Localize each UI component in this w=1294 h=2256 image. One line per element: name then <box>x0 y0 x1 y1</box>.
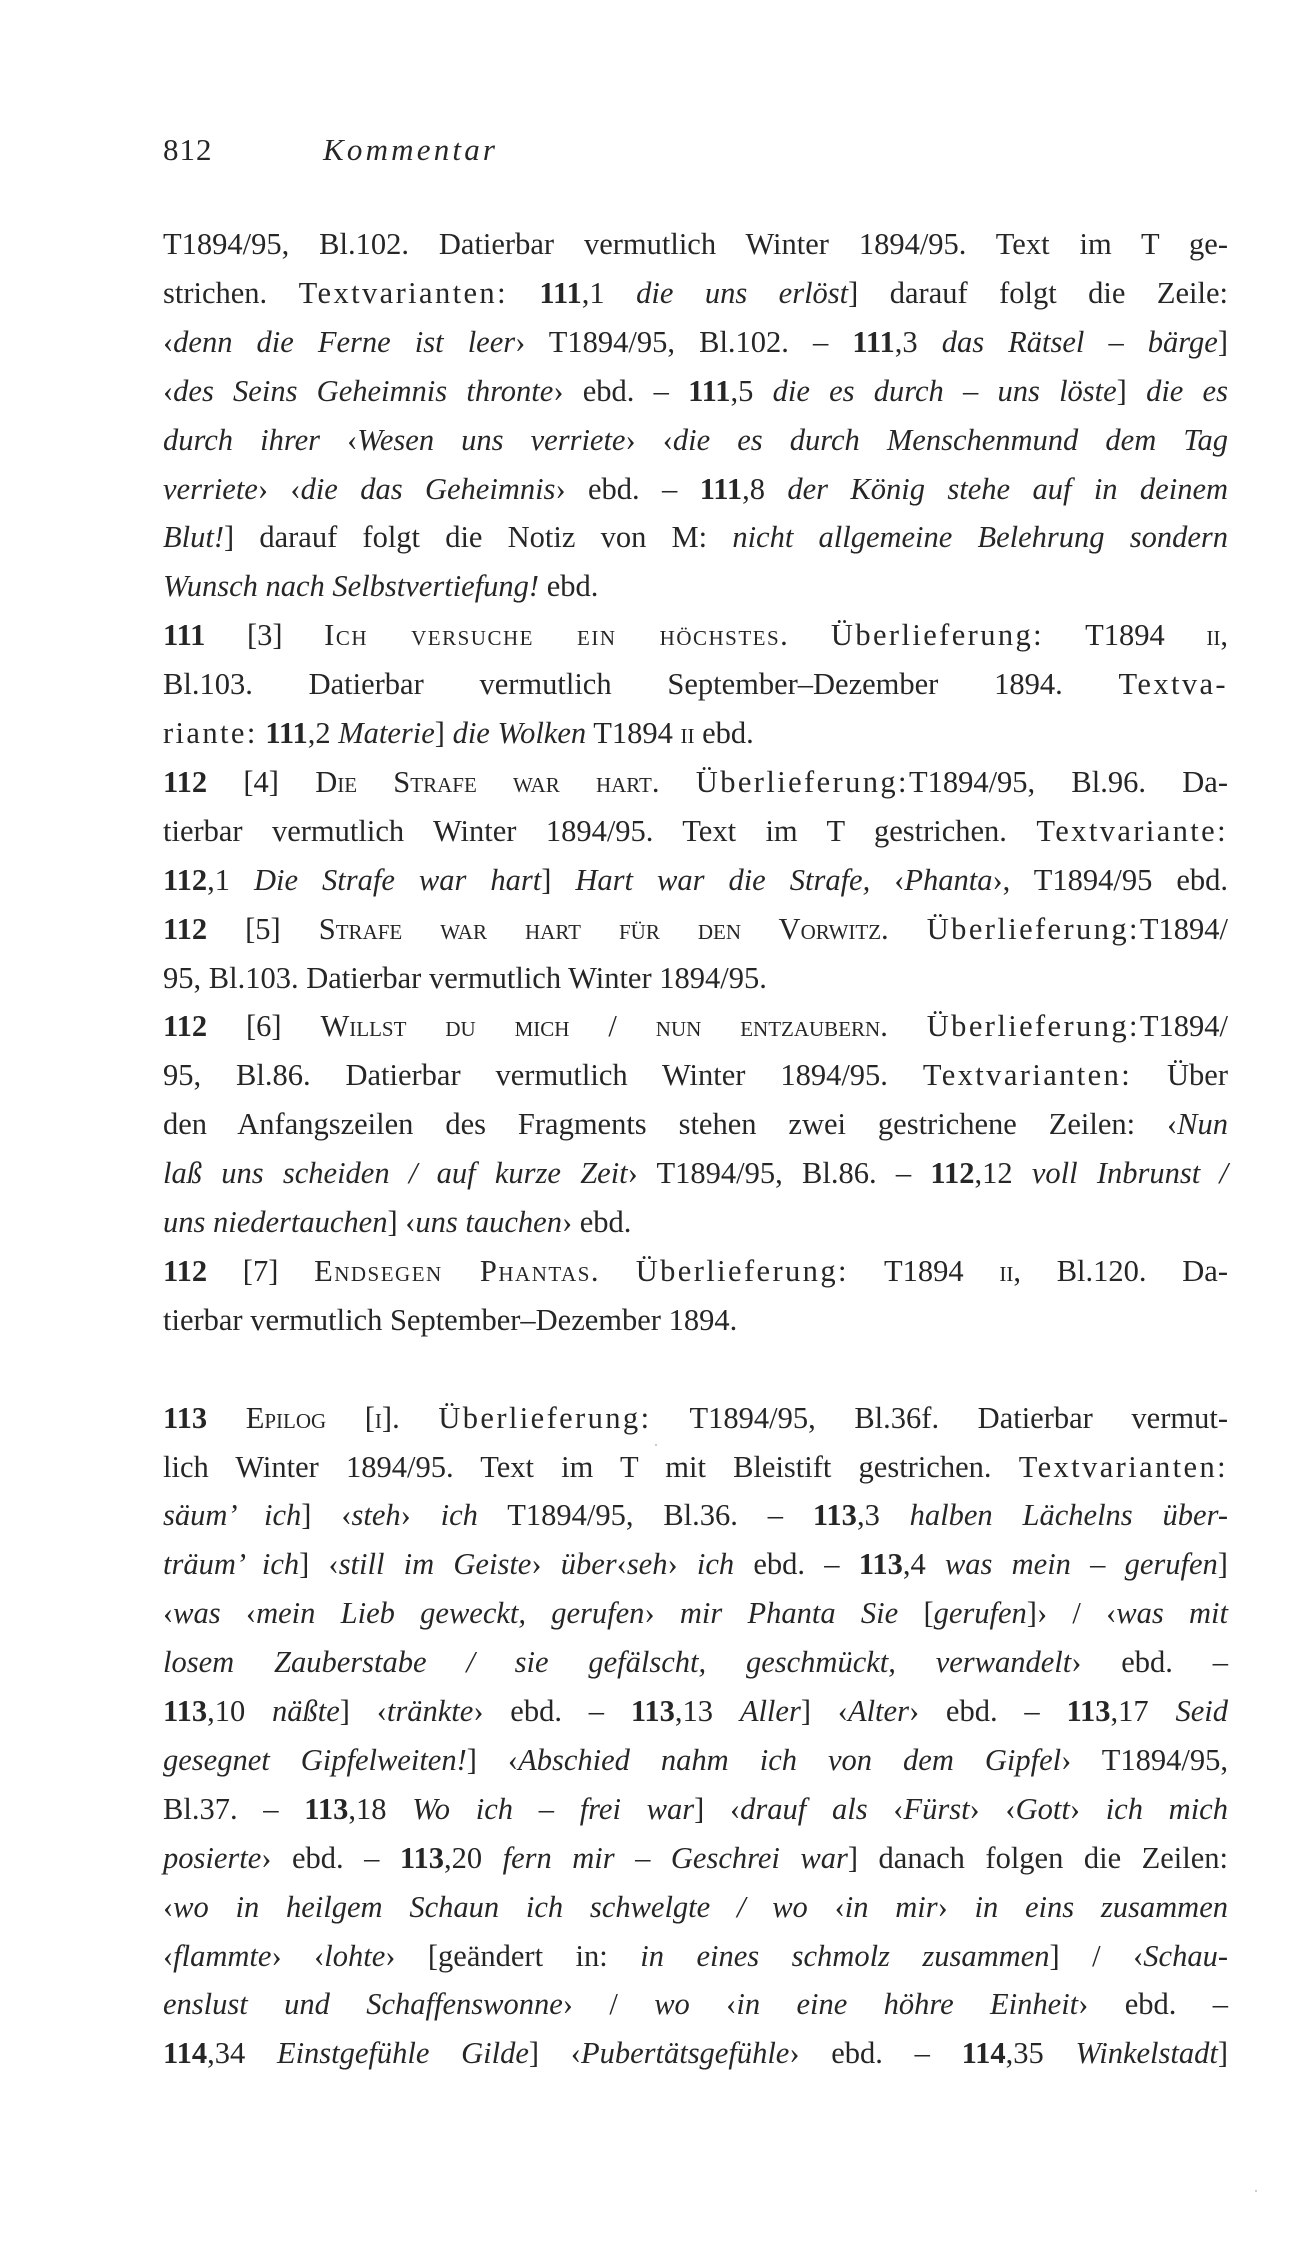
text-run: den Anfangszeilen des Fragments stehen zwei gestrichene Zeilen: ‹ <box>163 1107 1178 1142</box>
quoted-variant: Gott <box>1015 1791 1070 1826</box>
quoted-variant: voll Inbrunst / <box>1031 1156 1228 1191</box>
text-run: ,18 <box>348 1791 413 1826</box>
text-run: T1894/95, Bl.36. – <box>477 1498 813 1533</box>
text-line <box>163 271 1228 315</box>
text-run: ] ‹ <box>387 1205 416 1239</box>
text-line <box>163 907 1228 951</box>
text-run: ,4 <box>902 1547 945 1582</box>
text-run: ] <box>541 862 576 897</box>
text-run: › ebd. – <box>789 2036 962 2071</box>
text-line <box>163 1151 1228 1195</box>
quoted-variant: Schau- <box>1143 1938 1228 1973</box>
text-run <box>207 1401 246 1435</box>
text-run: [3] <box>205 618 325 653</box>
quoted-variant: die Wolken <box>452 716 587 750</box>
text-run <box>789 618 831 652</box>
text-run: › / <box>562 1987 655 2022</box>
text-line <box>163 662 1228 706</box>
text-line <box>163 1445 1228 1489</box>
text-run: lich Winter 1894/95. Text im T mit Bleistift gestrichen. <box>163 1449 1019 1484</box>
quoted-variant: seh <box>626 1547 668 1582</box>
text-run: [ <box>326 1400 375 1435</box>
text-run: Die Strafe war hart. <box>315 764 660 799</box>
quoted-variant: säum’ ich <box>163 1498 302 1533</box>
text-run <box>889 912 927 946</box>
quoted-variant: denn die Ferne ist leer <box>173 324 516 359</box>
text-run: › ebd. – <box>555 471 700 506</box>
text-line <box>163 1640 1228 1684</box>
line-reference: 113 <box>163 1400 208 1435</box>
quoted-variant: gesegnet Gipfelweiten! <box>163 1742 467 1777</box>
text-run: ]. <box>381 1400 439 1435</box>
text-run: Endsegen Phantas. <box>314 1253 600 1288</box>
text-run: ] darauf folgt die Zeile: <box>848 275 1228 310</box>
quoted-variant: Seid <box>1175 1694 1228 1728</box>
quoted-variant: tränkte <box>386 1694 474 1728</box>
line-reference: 113 <box>163 1694 208 1728</box>
text-run: Überlieferung: <box>926 1009 1140 1044</box>
text-run: tierbar vermutlich September–Dezember 1894. <box>163 1302 738 1337</box>
text-run: › ‹ <box>271 1938 325 1973</box>
quoted-variant: die es durch Menschenmund dem Tag <box>672 422 1228 457</box>
quoted-variant: drauf als <box>740 1791 894 1826</box>
text-run: ,34 <box>207 2036 277 2071</box>
text-run: Bl.103. Datierbar vermutlich September–Dezember 1894. <box>163 667 1119 702</box>
quoted-variant: Aller <box>739 1694 801 1728</box>
text-line <box>163 613 1228 657</box>
text-run: ] <box>1116 373 1147 408</box>
page-number: 812 <box>163 132 213 167</box>
text-run: ] <box>434 716 453 750</box>
text-run: ‹ <box>870 862 905 897</box>
text-run: T1894 <box>848 1253 1000 1288</box>
quoted-variant: die es <box>1146 373 1228 408</box>
line-reference: 113 <box>812 1498 857 1533</box>
text-run: ›, T1894/95 ebd. <box>992 862 1228 897</box>
text-run: › <box>400 1498 441 1533</box>
text-run: › T1894/95, Bl.102. – <box>515 324 853 359</box>
line-reference: 113 <box>1066 1694 1111 1728</box>
text-line <box>163 1542 1228 1586</box>
line-reference: 113 <box>630 1694 675 1728</box>
quoted-variant: näßte <box>272 1694 340 1728</box>
text-run: [5] <box>207 911 319 946</box>
text-line <box>163 222 1228 266</box>
text-run: ,1 <box>581 275 637 310</box>
line-reference: 112 <box>163 1009 208 1044</box>
text-run: ebd. <box>539 569 599 604</box>
text-run: › <box>667 1547 697 1582</box>
text-run: , Bl.120. Da- <box>1013 1253 1228 1288</box>
line-reference: 111 <box>699 471 743 506</box>
text-line <box>163 1982 1228 2026</box>
quoted-variant: in eine höhre Einheit <box>736 1987 1079 2022</box>
line-reference: 111 <box>688 373 731 408</box>
text-run: ] ‹ <box>466 1742 519 1777</box>
line-reference: 114 <box>163 2036 208 2071</box>
quoted-variant: in mir <box>844 1889 938 1924</box>
text-run: ii <box>1206 618 1221 653</box>
text-run: ] danach folgen die Zeilen: <box>847 1840 1228 1875</box>
quoted-variant: mein Lieb geweckt, gerufen <box>256 1596 645 1631</box>
text-line <box>163 1934 1228 1978</box>
text-run: ] ‹ <box>299 1547 339 1582</box>
text-run: › T1894/95, Bl.86. – <box>627 1156 931 1191</box>
quoted-variant: enslust und Schaffenswonne <box>163 1987 563 2022</box>
quoted-variant: nicht allgemeine Belehrung sondern <box>732 520 1229 555</box>
quoted-variant: Hart war die Strafe, <box>575 862 871 897</box>
text-line <box>163 1053 1228 1097</box>
quoted-variant: in eins zusammen <box>974 1889 1228 1924</box>
text-run: ] / ‹ <box>1049 1938 1144 1973</box>
text-run: ,17 <box>1110 1694 1176 1728</box>
quoted-variant: Phanta <box>904 862 993 897</box>
quoted-variant: über <box>560 1547 617 1582</box>
text-run: ‹ <box>347 422 358 457</box>
line-reference: 111 <box>539 275 582 310</box>
text-run: › ebd. – <box>473 1694 631 1728</box>
text-run: › ebd. – <box>553 373 689 408</box>
quoted-variant: Abschied nahm ich von dem Gipfel <box>518 1742 1062 1777</box>
text-run: Überlieferung: <box>438 1400 652 1435</box>
text-run: Willst du mich / nun entzaubern. <box>320 1009 888 1044</box>
text-run: [7] <box>207 1253 315 1288</box>
text-run: ,20 <box>443 1840 503 1875</box>
text-run: ]› / ‹ <box>1026 1596 1117 1631</box>
text-line <box>163 1396 1228 1440</box>
line-reference: 113 <box>399 1840 444 1875</box>
text-run: T1894/95, Bl.36f. Datierbar vermut- <box>651 1400 1228 1435</box>
text-run: ] <box>1217 1547 1228 1582</box>
text-run: T1894/95, Bl.96. Da- <box>908 764 1228 799</box>
quoted-variant: ich <box>440 1498 478 1533</box>
quoted-variant: Pubertätsgefühle <box>580 2036 790 2071</box>
running-head-title: Kommentar <box>323 132 499 167</box>
text-run: › <box>937 1889 975 1924</box>
quoted-variant: uns niedertauchen <box>163 1205 388 1239</box>
text-run: ‹ <box>726 1987 737 2022</box>
quoted-variant: posierte <box>163 1840 262 1875</box>
quoted-variant: des Seins Geheimnis thronte <box>173 373 554 408</box>
text-run: › <box>644 1596 680 1631</box>
text-run: Ich versuche ein höchstes. <box>324 618 790 653</box>
text-run: Überlieferung: <box>695 764 909 799</box>
line-reference: 111 <box>163 618 206 653</box>
text-run: ,13 <box>674 1694 740 1728</box>
quoted-variant: fern mir – Geschrei war <box>502 1840 848 1875</box>
quoted-variant: Winkelstadt <box>1075 2036 1218 2071</box>
text-run: T1894/ <box>1139 1009 1228 1044</box>
text-line <box>163 1885 1228 1929</box>
text-run: › ebd. – <box>1078 1987 1229 2022</box>
text-line <box>163 1591 1228 1635</box>
text-run: Textvarianten: <box>1018 1449 1228 1484</box>
text-run: › ‹ <box>969 1791 1016 1826</box>
text-line <box>163 564 1228 608</box>
quoted-variant: Alter <box>847 1694 909 1728</box>
text-run: ,12 <box>974 1156 1032 1191</box>
quoted-variant: mir Phanta Sie <box>679 1596 924 1631</box>
quoted-variant: losem Zauberstabe / sie gefälscht, geschmückt, verwandelt <box>163 1645 1072 1680</box>
text-run: 95, Bl.86. Datierbar vermutlich Winter 1894/95. <box>163 1058 923 1093</box>
text-line <box>163 956 1228 1000</box>
text-run: 95, Bl.103. Datierbar vermutlich Winter 1894/95. <box>163 960 767 995</box>
text-run: ,8 <box>742 471 788 506</box>
quoted-variant: Wo ich – frei war <box>412 1791 695 1826</box>
line-reference: 112 <box>163 1253 208 1288</box>
text-run: ‹ <box>245 1596 257 1631</box>
text-line <box>163 1493 1228 1537</box>
quoted-variant: Fürst <box>903 1791 970 1826</box>
text-run: ‹ <box>163 1596 174 1631</box>
text-line <box>163 760 1228 804</box>
text-run: Textvarianten: <box>298 275 508 310</box>
text-run: ] <box>1217 324 1229 359</box>
print-speck <box>1255 2190 1257 2192</box>
text-run: ‹ <box>834 1889 845 1924</box>
text-run: › <box>531 1547 561 1582</box>
quoted-variant: das Rätsel – bärge <box>941 324 1218 359</box>
text-line <box>163 1004 1228 1048</box>
quoted-variant: wo in heilgem Schaun ich schwelgte / wo <box>173 1889 835 1924</box>
text-run: Epilog <box>245 1400 327 1435</box>
text-run: riante: <box>163 716 258 750</box>
quoted-variant: gerufen <box>933 1596 1027 1631</box>
text-run: Textva- <box>1118 667 1228 702</box>
text-run: › ‹ <box>625 422 673 457</box>
text-run: ] darauf folgt die Notiz von M: <box>224 520 733 555</box>
quoted-variant: der König stehe auf in deinem <box>787 471 1229 506</box>
text-line <box>163 1298 1228 1342</box>
text-run: ,1 <box>207 862 254 897</box>
text-run: › ebd. – <box>908 1694 1067 1728</box>
text-run: ii <box>999 1253 1014 1288</box>
line-reference: 111 <box>265 716 308 750</box>
text-run: Bl.37. – <box>163 1791 305 1826</box>
text-run: › <box>1069 1791 1106 1826</box>
text-run: ebd. – <box>734 1547 859 1582</box>
quoted-variant: die das Geheimnis <box>300 471 556 506</box>
text-run: ‹ <box>163 373 174 408</box>
text-run: ,35 <box>1005 2036 1076 2071</box>
text-line <box>163 2031 1228 2075</box>
line-reference: 111 <box>852 324 895 359</box>
quoted-variant: träum’ ich <box>163 1547 300 1582</box>
quoted-variant: Blut! <box>163 520 224 555</box>
quoted-variant: Wunsch nach Selbstvertiefung! <box>163 569 540 604</box>
text-run: ,10 <box>207 1694 273 1728</box>
text-run: Textvarianten: <box>922 1058 1133 1093</box>
text-line <box>163 1200 1228 1244</box>
text-line <box>163 320 1228 364</box>
text-run: › ebd. <box>561 1205 632 1239</box>
quoted-variant: was mein – gerufen <box>944 1547 1218 1582</box>
text-line <box>163 858 1228 902</box>
quoted-variant: durch ihrer <box>163 422 348 457</box>
text-run: ] ‹ <box>694 1791 741 1826</box>
text-run: ,3 <box>856 1498 910 1533</box>
text-run: T1894/ <box>1139 911 1228 946</box>
text-run <box>508 276 539 310</box>
quoted-variant: verriete <box>163 471 258 506</box>
text-run: Überlieferung: <box>830 618 1045 653</box>
quoted-variant: ich <box>696 1547 735 1582</box>
text-run: ,2 <box>307 716 339 750</box>
text-run: ‹ <box>163 1889 174 1924</box>
line-reference: 114 <box>961 2036 1006 2071</box>
text-run: strichen. <box>163 275 299 310</box>
text-run: [6] <box>207 1009 321 1044</box>
text-run: T1894/95, Bl.102. Datierbar vermutlich Winter 1894/95. Text im T ge- <box>163 227 1228 261</box>
text-line <box>163 515 1228 559</box>
text-run: ] ‹ <box>301 1498 352 1533</box>
text-run: , <box>1220 618 1228 653</box>
text-run: ‹ <box>163 324 174 359</box>
quoted-variant: Nun <box>1177 1107 1228 1142</box>
text-run: ] ‹ <box>800 1694 848 1728</box>
text-run: Über <box>1132 1058 1228 1093</box>
line-reference: 112 <box>163 911 208 946</box>
text-line <box>163 1836 1228 1880</box>
quoted-variant: steh <box>351 1498 401 1533</box>
line-reference: 112 <box>163 764 208 799</box>
text-run: [4] <box>207 764 316 799</box>
text-line <box>163 418 1228 462</box>
text-run: Textvariante: <box>1036 813 1228 848</box>
quoted-variant: flammte <box>173 1938 272 1973</box>
line-reference: 112 <box>930 1156 975 1191</box>
text-run: ‹ <box>616 1547 627 1582</box>
quoted-variant: die uns erlöst <box>636 275 849 310</box>
quoted-variant: halben Lächelns über- <box>909 1498 1228 1533</box>
text-run: › T1894/95, <box>1061 1742 1228 1777</box>
quoted-variant: laß uns scheiden / auf kurze Zeit <box>163 1156 628 1191</box>
text-run: › ebd. – <box>261 1840 400 1875</box>
text-run: › [geändert in: <box>385 1938 641 1973</box>
quoted-variant: Einstgefühle Gilde <box>276 2036 529 2071</box>
text-line <box>163 1738 1228 1782</box>
quoted-variant: uns tauchen <box>415 1205 562 1239</box>
quoted-variant: Wesen uns verriete <box>357 422 626 457</box>
text-line <box>163 809 1228 853</box>
text-run: Überlieferung: <box>926 911 1140 946</box>
text-run: i <box>374 1400 382 1435</box>
text-line <box>163 711 1228 755</box>
text-run: ‹ <box>893 1791 904 1826</box>
text-line <box>163 1787 1228 1831</box>
quoted-variant: in eines schmolz zusammen <box>640 1938 1050 1973</box>
text-run <box>660 765 696 799</box>
text-run: [ <box>923 1596 934 1631</box>
text-run: ebd. <box>694 716 754 750</box>
line-reference: 113 <box>858 1547 903 1582</box>
quoted-variant: ich mich <box>1105 1791 1228 1826</box>
text-run <box>888 1009 927 1043</box>
text-run: Überlieferung: <box>635 1253 849 1288</box>
line-reference: 113 <box>304 1791 349 1826</box>
text-run: ii <box>680 716 695 750</box>
quoted-variant: Die Strafe war hart <box>253 862 542 897</box>
text-line <box>163 1102 1228 1146</box>
quoted-variant: was mit <box>1116 1596 1228 1631</box>
text-line <box>163 369 1228 413</box>
text-run: ] <box>1217 2036 1229 2071</box>
line-reference: 112 <box>163 862 208 897</box>
text-run: ‹ <box>163 1938 174 1973</box>
text-run: ] ‹ <box>339 1694 387 1728</box>
quoted-variant: Materie <box>338 716 435 750</box>
quoted-variant: was <box>173 1596 246 1631</box>
text-run: ] ‹ <box>528 2036 581 2071</box>
text-line <box>163 1689 1228 1733</box>
text-run: tierbar vermutlich Winter 1894/95. Text im T gestrichen. <box>163 813 1037 848</box>
text-run: ,3 <box>894 324 942 359</box>
text-line <box>163 1249 1228 1293</box>
quoted-variant: wo <box>654 1987 727 2022</box>
text-run: T1894 <box>586 716 681 750</box>
text-line <box>163 467 1228 511</box>
text-run <box>600 1254 636 1288</box>
text-run: ,5 <box>730 373 773 408</box>
quoted-variant: still im Geiste <box>338 1547 532 1582</box>
text-run: T1894 <box>1044 618 1207 653</box>
text-run: › ‹ <box>257 471 301 506</box>
print-speck <box>655 1444 657 1446</box>
text-run: › ebd. – <box>1071 1645 1228 1680</box>
quoted-variant: lohte <box>324 1938 386 1973</box>
text-run: Strafe war hart für den Vorwitz. <box>318 911 889 946</box>
quoted-variant: die es durch – uns löste <box>772 373 1117 408</box>
